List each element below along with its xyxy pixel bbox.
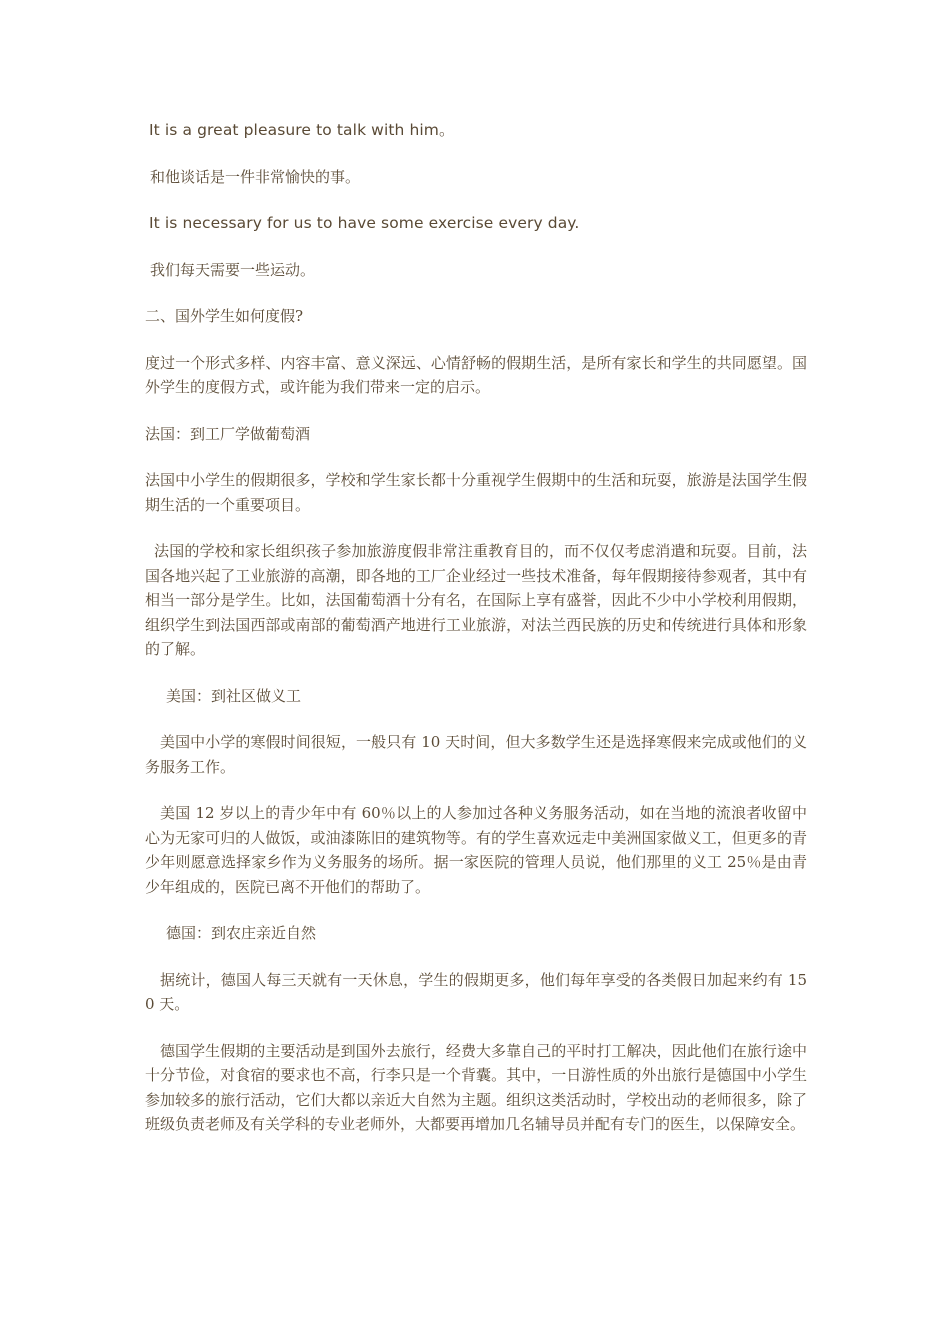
germany-paragraph-2: 德国学生假期的主要活动是到国外去旅行，经费大多靠自己的平时打工解决，因此他们在旅行途中十分节俭，对食宿的要求也不高，行李只是一个背囊。其中，一日游性质的外出旅行是德国中小学生参加较多的旅行活动，它们大都以亲近大自然为主题。组织这类活动时，学校出动的老师很多，除了班级负责老师及有关学科的专业老师外，大都要再增加几名辅导员并配有专门的医生，以保障安全。: [145, 1041, 807, 1133]
usa-paragraph-1: 美国中小学的寒假时间很短，一般只有 10 天时间，但大多数学生还是选择寒假来完成或他们的义务服务工作。: [145, 733, 807, 776]
document-body: [145, 118, 807, 1159]
france-paragraph-1: 法国中小学生的假期很多，学校和学生家长都十分重视学生假期中的生活和玩耍，旅游是法国学生假期生活的一个重要项目。: [145, 471, 807, 514]
germany-heading: 德国：到农庄亲近自然: [166, 924, 317, 942]
germany-paragraph-1: 据统计，德国人每三天就有一天休息，学生的假期更多，他们每年享受的各类假日加起来约有 150 天。: [145, 970, 807, 1013]
france-paragraph-2: 法国的学校和家长组织孩子参加旅游度假非常注重教育目的，而不仅仅考虑消遣和玩耍。目前，法国各地兴起了工业旅游的高潮，即各地的工厂企业经过一些技术准备，每年假期接待参观者，其中有相当一部分是学生。比如，法国葡萄酒十分有名，在国际上享有盛誉，因此不少中小学校利用假期，组织学生到法国西部或南部的葡萄酒产地进行工业旅游，对法兰西民族的历史和传统进行具体和形象的了解。: [145, 542, 807, 658]
chinese-translation-2: 我们每天需要一些运动。: [150, 260, 316, 279]
intro-paragraph: 度过一个形式多样、内容丰富、意义深远、心情舒畅的假期生活，是所有家长和学生的共同愿望。国外学生的度假方式，或许能为我们带来一定的启示。: [145, 353, 807, 396]
chinese-translation-1: 和他谈话是一件非常愉快的事。: [150, 167, 361, 186]
english-sentence-2: It is necessary for us to have some exercise every day.: [149, 214, 580, 232]
english-sentence-1: It is a great pleasure to talk with him。: [149, 121, 455, 139]
section-heading: 二、国外学生如何度假?: [145, 307, 304, 325]
usa-paragraph-2: 美国 12 岁以上的青少年中有 60％以上的人参加过各种义务服务活动，如在当地的流浪者收留中心为无家可归的人做饭，或油漆陈旧的建筑物等。有的学生喜欢远走中美洲国家做义工，但更多的青少年则愿意选择家乡作为义务服务的场所。据一家医院的管理人员说，他们那里的义工 25％是由青少年组成的，医院已离不开他们的帮助了。: [145, 804, 807, 896]
france-heading: 法国：到工厂学做葡萄酒: [145, 424, 311, 443]
usa-heading: 美国：到社区做义工: [166, 686, 302, 705]
